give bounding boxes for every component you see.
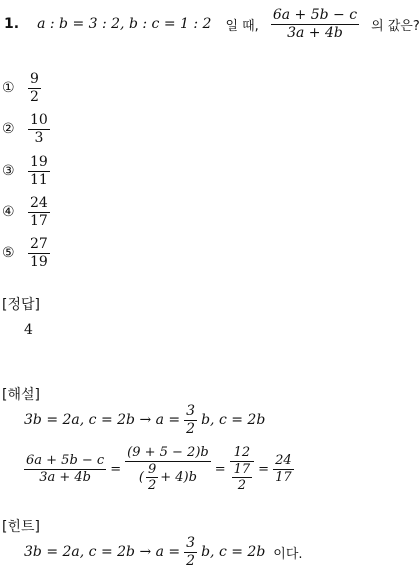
paren-open: ( (138, 469, 144, 485)
equals-sign: = (110, 461, 122, 477)
choice-denominator: 19 (30, 253, 48, 270)
fraction-numerator: 17 (233, 461, 251, 477)
answer-label: [정답] (2, 297, 40, 313)
question-line (4, 8, 420, 40)
fraction-numerator: 12 (233, 445, 251, 460)
fraction-denominator (137, 463, 199, 493)
choice-fraction (28, 113, 50, 145)
question-condition: a : b = 3 : 2, b : c = 1 : 2 (37, 16, 212, 33)
fraction-denominator: 2 (186, 552, 196, 569)
choice-denominator: 11 (30, 171, 48, 188)
choice-denominator: 3 (34, 129, 44, 146)
fraction-numerator: 6a + 5b − c (26, 453, 105, 469)
fraction-numerator: 9 (147, 461, 157, 477)
solution-eq-r1 (230, 446, 255, 493)
choice-numerator: 27 (30, 236, 48, 252)
fraction-denominator: 3a + 4b (39, 469, 91, 485)
choice-5 (2, 237, 50, 269)
solution-eq-mid (125, 446, 211, 493)
hint-line (24, 536, 303, 568)
fraction-numerator: 24 (275, 453, 292, 469)
hint-suffix: 이다. (273, 546, 303, 562)
choice-3 (2, 155, 50, 187)
solution-line-1 (24, 404, 265, 436)
fraction-denominator (230, 463, 255, 493)
nested-fraction (146, 463, 158, 493)
choice-numerator: 10 (30, 112, 48, 128)
equals-sign: = (258, 461, 270, 477)
solution-eq-lhs (24, 454, 106, 484)
fraction-denominator: 17 (275, 469, 292, 485)
hint-right: b, c = 2b (201, 544, 266, 561)
choice-numerator: 9 (30, 71, 39, 87)
choice-1 (2, 72, 41, 104)
choice-4 (2, 196, 50, 228)
question-number: 1. (4, 16, 20, 33)
choice-fraction (28, 155, 50, 187)
answer-value: 4 (24, 322, 33, 338)
denominator-tail: + 4)b (160, 469, 197, 485)
choice-denominator: 17 (30, 212, 48, 229)
choice-numerator: 19 (30, 154, 48, 170)
question-tail-text: 의 값은? (371, 18, 420, 34)
choice-marker: ② (2, 121, 15, 138)
hint-fraction (184, 536, 197, 568)
choice-fraction (28, 72, 41, 104)
fraction-numerator: 3 (186, 535, 196, 551)
fraction-denominator: 2 (186, 420, 196, 437)
fraction-numerator: 3 (186, 403, 196, 419)
solution-line1-right: b, c = 2b (201, 412, 266, 429)
choice-marker: ③ (2, 163, 15, 180)
choice-numerator: 24 (30, 195, 48, 211)
hint-left: 3b = 2a, c = 2b → a = (24, 544, 181, 561)
question-expression (271, 8, 359, 40)
solution-equation (24, 446, 294, 493)
solution-eq-r2 (273, 454, 294, 484)
choice-fraction (28, 237, 50, 269)
solution-line1-fraction (184, 404, 197, 436)
question-expression-denominator: 3a + 4b (287, 24, 343, 41)
solution-line1-left: 3b = 2a, c = 2b → a = (24, 412, 181, 429)
fraction-numerator: (9 + 5 − 2)b (127, 445, 209, 460)
hint-label: [힌트] (2, 519, 40, 535)
equals-sign: = (214, 461, 226, 477)
choice-denominator: 2 (30, 88, 39, 105)
nested-fraction (232, 463, 253, 493)
choice-marker: ④ (2, 204, 15, 221)
solution-label: [해설] (2, 387, 40, 403)
question-expression-numerator: 6a + 5b − c (272, 7, 358, 23)
question-mid-text: 일 때, (225, 18, 259, 34)
fraction-denominator: 2 (147, 478, 157, 494)
choice-marker: ① (2, 80, 15, 97)
choice-marker: ⑤ (2, 245, 15, 262)
fraction-denominator: 2 (237, 478, 247, 494)
choice-2 (2, 113, 50, 145)
choice-fraction (28, 196, 50, 228)
